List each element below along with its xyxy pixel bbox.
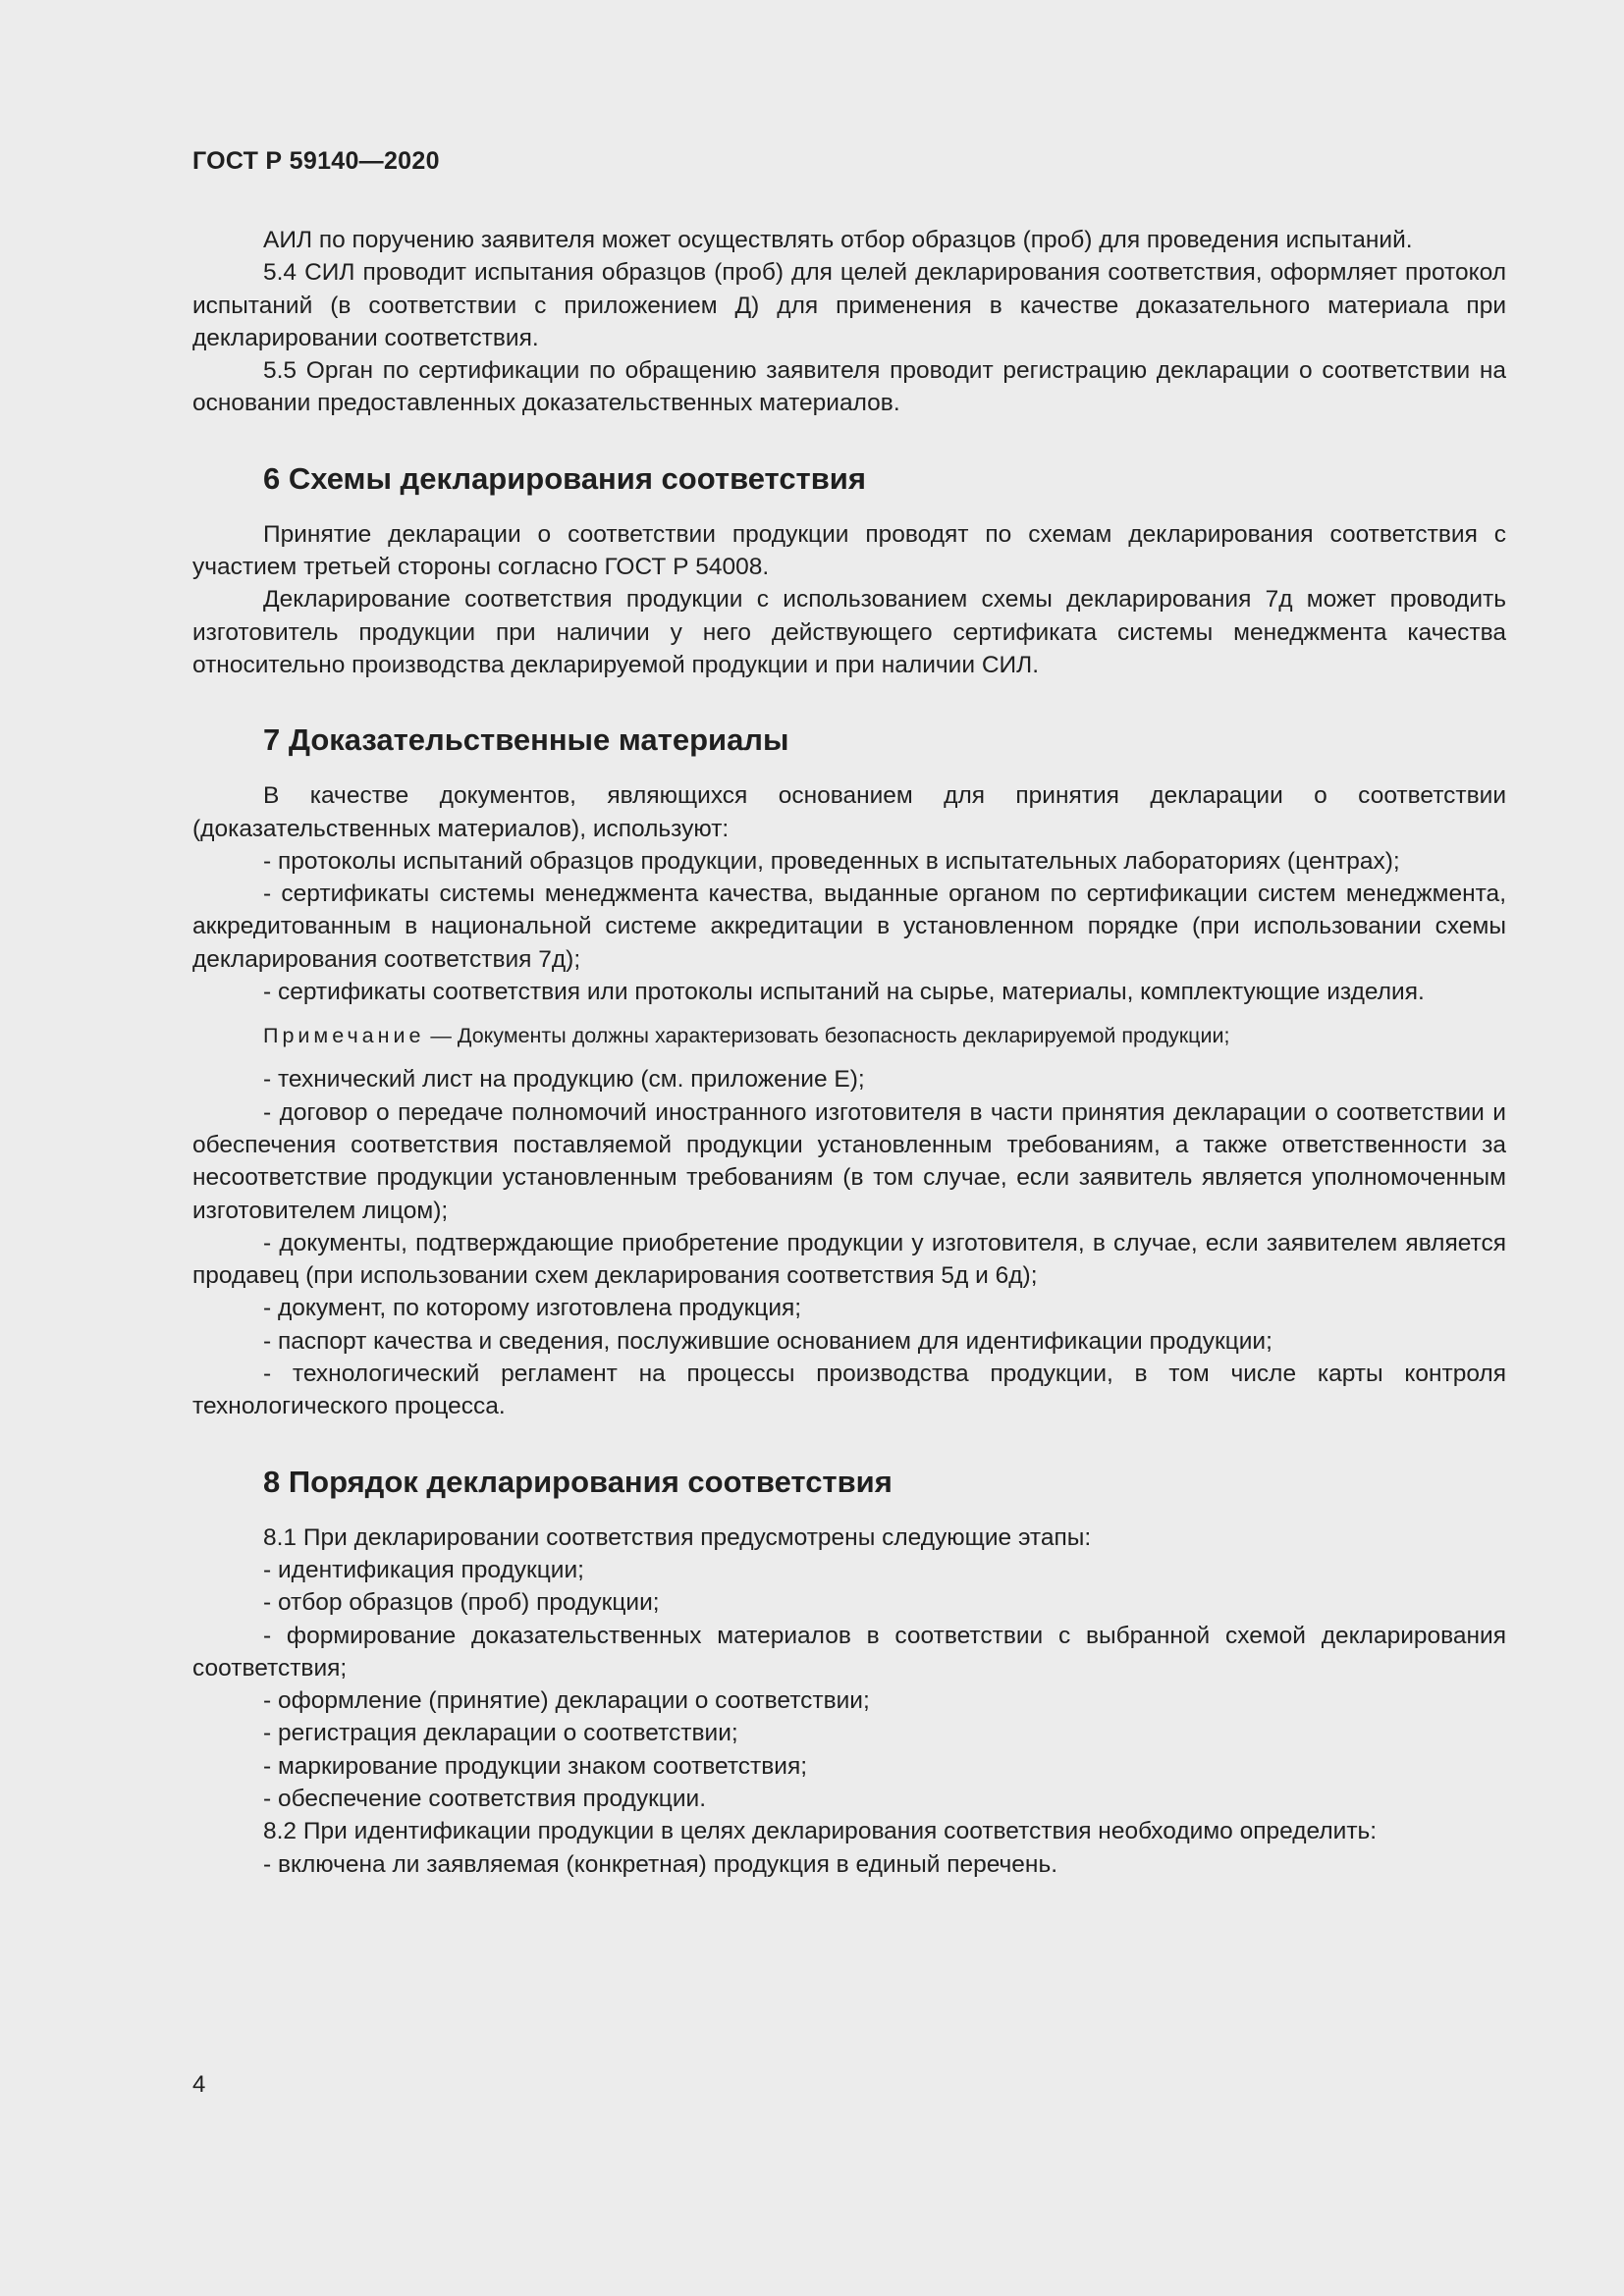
note (192, 1021, 1506, 1050)
note-label: Примечание (263, 1024, 425, 1048)
list-item: - идентификация продукции; (263, 1556, 584, 1583)
list-item: - протоколы испытаний образцов продукции, проведенных в испытательных лабораториях (центрах); (263, 847, 1400, 875)
list-item: - технический лист на продукцию (см. приложение Е); (263, 1066, 865, 1094)
list-item: - включена ли заявляемая (конкретная) продукция в единый перечень. (263, 1850, 1058, 1878)
paragraph: 5.4 СИЛ проводит испытания образцов (проб) для целей декларирования соответствия, оформляет протокол испытаний (в соответствии с приложением Д) для применения в качестве доказательного материала при декларировании соответствия. (192, 259, 1506, 351)
section-heading: 8 Порядок декларирования соответствия (263, 1464, 893, 1499)
paragraph: 8.2 При идентификации продукции в целях декларирования соответствия необходимо определить: (263, 1818, 1378, 1845)
list-item: - договор о передаче полномочий иностранного изготовителя в части принятия декларации о соответствии и обеспечения соответствия поставляемой продукции установленным требованиям, а также ответственности за несоответствие продукции установленным требованиям (в том случае, если заявитель является уполномоченным изготовителем лицом); (192, 1098, 1506, 1224)
list-item: - маркирование продукции знаком соответствия; (263, 1752, 808, 1780)
paragraph: В качестве документов, являющихся основанием для принятия декларации о соответствии (доказательственных материалов), используют: (192, 782, 1506, 842)
list-item: - документы, подтверждающие приобретение продукции у изготовителя, в случае, если заявителем является продавец (при использовании схем декларирования соответствия 5д и 6д); (192, 1229, 1506, 1290)
note-text: — Документы должны характеризовать безопасность декларируемой продукции; (424, 1024, 1230, 1048)
list-item: - сертификаты соответствия или протоколы испытаний на сырье, материалы, комплектующие изделия. (263, 979, 1425, 1006)
list-item: - технологический регламент на процессы производства продукции, в том числе карты контроля технологического процесса. (192, 1361, 1506, 1420)
paragraph: 5.5 Орган по сертификации по обращению заявителя проводит регистрацию декларации о соответствии на основании предоставленных доказательственных материалов. (192, 357, 1506, 417)
paragraph: АИЛ по поручению заявителя может осуществлять отбор образцов (проб) для проведения испытаний. (263, 227, 1413, 253)
paragraph: Декларирование соответствия продукции с использованием схемы декларирования 7д может проводить изготовитель продукции при наличии у него действующего сертификата системы менеджмента качества относительно производства декларируемой продукции и при наличии СИЛ. (192, 586, 1506, 678)
list-item: - формирование доказательственных материалов в соответствии с выбранной схемой декларирования соответствия; (192, 1622, 1506, 1682)
page-number: 4 (192, 2071, 206, 2098)
list-item: - регистрация декларации о соответствии; (263, 1720, 738, 1747)
list-item: - отбор образцов (проб) продукции; (263, 1589, 660, 1617)
document-header: ГОСТ Р 59140—2020 (192, 147, 440, 175)
paragraph: Принятие декларации о соответствии продукции проводят по схемам декларирования соответствия с участием третьей стороны согласно ГОСТ Р 54008. (192, 520, 1506, 581)
list-item: - паспорт качества и сведения, послужившие основанием для идентификации продукции; (263, 1327, 1272, 1355)
section-heading: 7 Доказательственные материалы (263, 722, 789, 758)
list-item: - обеспечение соответствия продукции. (263, 1785, 707, 1812)
list-item: - оформление (принятие) декларации о соответствии; (263, 1687, 870, 1715)
document-body (192, 224, 1506, 1881)
paragraph: 8.1 При декларировании соответствия предусмотрены следующие этапы: (263, 1523, 1092, 1551)
section-heading: 6 Схемы декларирования соответствия (263, 460, 866, 496)
list-item: - сертификаты системы менеджмента качества, выданные органом по сертификации систем менеджмента, аккредитованным в национальной системе аккредитации в установленном порядке (при использовании схемы декларирования соответствия 7д); (192, 881, 1506, 973)
list-item: - документ, по которому изготовлена продукция; (263, 1295, 802, 1322)
